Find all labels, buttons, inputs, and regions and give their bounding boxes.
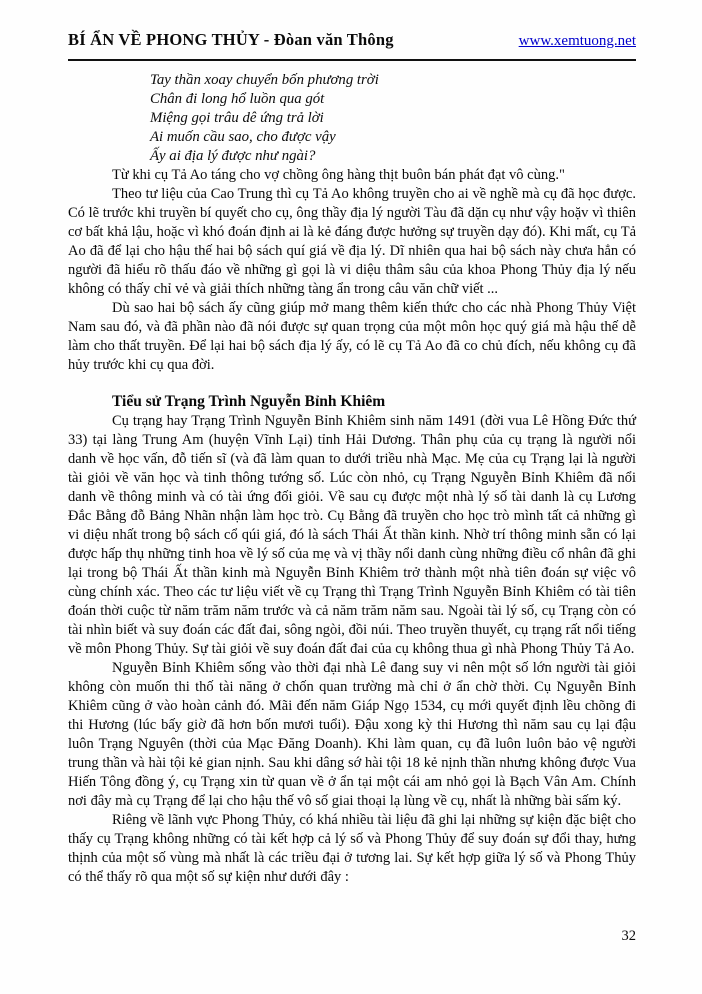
page-header (68, 30, 636, 50)
paragraph-career: Nguyễn Bỉnh Khiêm sống vào thời đại nhà Lê đang suy vi nên một số lớn người tài giỏi không còn muốn thi thố tài năng ở chốn quan trường mà chỉ ở ẩn chờ thời. Cụ Nguyễn Bỉnh Khiêm cũng ở vào hoàn cảnh đó. Mãi đến năm Giáp Ngọ 1534, cụ mới quyết định lều chõng đi thi Hương (lúc bấy giờ đã hơn bốn mươi tuổi). Đậu xong kỳ thi Hương thì năm sau cụ lại đậu luôn Trạng Nguyên (thời của Mạc Đăng Doanh). Khi làm quan, cụ đã luôn luôn bảo vệ người trung thần và hài tội kẻ gian nịnh. Sau khi dâng sớ hài tội 18 kẻ nịnh thần nhưng không được Vua Hiến Tông đồng ý, cụ Trạng xin từ quan về ở ẩn tại một cái am nhỏ gọi là Bạch Vân Am. Chính nơi đây mà cụ Trạng để lại cho hậu thế vô số giai thoại lạ lùng về cụ, nhất là những bài sấm ký. (68, 660, 636, 809)
poem-line: Ấy ai địa lý được như ngài? (150, 148, 316, 164)
paragraph-ta-ao-legacy: Theo tư liệu của Cao Trung thì cụ Tả Ao không truyền cho ai về nghề mà cụ đã học được. Có lẽ trước khi truyền bí quyết cho cụ, ông thầy địa lý người Tàu đã dặn cụ như vậy hoặv vì thiên cơ bất khả lậu, hoặc vì khó đoán định ai là kẻ đáng được hưởng sự truyền dạy đó). Khi mất, cụ Tả Ao đã để lại cho hậu thế hai bộ sách quí giá về địa lý. Dĩ nhiên qua hai bộ sách này chưa hẳn có người đã hiểu rõ thấu đáo về những gì gọi là vi diệu thâm sâu của khoa Phong Thủy địa lý nếu không có thấy chỉ vẻ và giải thích những tàng ẩn trong câu văn chữ viết ... (68, 186, 636, 297)
paragraph-biography: Cụ trạng hay Trạng Trình Nguyễn Bỉnh Khiêm sinh năm 1491 (đời vua Lê Hồng Đức thứ 33) tại làng Trung Am (huyện Vĩnh Lại) tỉnh Hải Dương. Thân phụ của cụ trạng là người nổi danh về học vấn, đỗ tiến sĩ (và đã làm quan to dưới triều nhà Mạc. Mẹ của cụ Trạng lại là người tài giỏi về văn học và tinh thông tướng số. Lúc còn nhỏ, cụ Trạng Nguyễn Bỉnh Khiêm đã nổi danh về thông minh và có tài ứng đối giỏi. Về sau cụ được một nhà lý số tài danh là cụ Lương Đắc Bằng đỗ Bảng Nhãn nhận làm học trò. Cụ Bằng đã truyền cho học trò mình tất cả những gì vi diệu nhất trong bộ sách cổ qúi giá, đó là sách Thái Ất thần kinh. Nhờ trí thông minh sẵn có lại được hấp thụ những tinh hoa về lý số của mẹ và vị thầy nổi danh cùng những điều cổ nhân đã ghi lại trong bộ Thái Ất thần kinh mà Nguyễn Bỉnh Khiêm trở thành một nhà tiên đoán sự việc vô cùng chính xác. Theo các tư liệu viết về cụ Trạng thì Trạng Trình Nguyễn Bỉnh Khiêm có tài tiên đoán thời cuộc từ năm trăm năm trước và cả năm trăm năm sau. Ngoài tài lý số, cụ Trạng còn có tài nhìn biết và suy đoán các đất đai, sông ngòi, đồi núi. Theo truyền thuyết, cụ trạng rất nổi tiếng về môn Phong Thủy. Sự tài giỏi về suy đoán đất đai của cụ không thua gì nhà Phong Thủy Tả Ao. (68, 413, 636, 657)
book-title: BÍ ẨN VỀ PHONG THỦY - Đòan văn Thông (68, 30, 394, 49)
website-link[interactable]: www.xemtuong.net (518, 33, 636, 49)
paragraph-phong-thuy-events: Riêng về lãnh vực Phong Thủy, có khá nhiều tài liệu đã ghi lại những sự kiện đặc biệt cho thấy cụ Trạng không những có tài kết hợp cả lý số và Phong Thủy để suy đoán sự đổi thay, hưng thịnh của một số vùng mà nhất là các triều đại ở tương lai. Sự kết hợp giữa lý số và Phong Thủy có thể thấy rõ qua một số sự kiện như dưới đây : (68, 812, 636, 885)
poem (150, 71, 636, 166)
section-heading-nguyen-binh-khiem: Tiểu sử Trạng Trình Nguyễn Bỉnh Khiêm (112, 393, 386, 410)
paragraph-quote-ending: Từ khi cụ Tả Ao táng cho vợ chồng ông hàng thịt buôn bán phát đạt vô cùng." (112, 167, 565, 183)
page-number: 32 (621, 928, 636, 944)
paragraph-two-books: Dù sao hai bộ sách ấy cũng giúp mở mang thêm kiến thức cho các nhà Phong Thủy Việt Nam sau đó, và đã phần nào đã nói được sự quan trọng của một môn học quý giá mà hậu thế dễ làm cho thất truyền. Để lại hai bộ sách địa lý ấy, có lẽ cụ Tả Ao đã co chủ đích, nếu không cụ đã hủy trước khi cụ qua đời. (68, 300, 636, 373)
poem-line: Tay thần xoay chuyển bốn phương trời (150, 72, 379, 88)
poem-line: Chân đi long hổ luồn qua gót (150, 91, 325, 107)
poem-line: Ai muốn cầu sao, cho được vậy (150, 129, 336, 145)
poem-line: Miệng gọi trâu dê ứng trả lời (150, 110, 324, 126)
header-divider (68, 59, 636, 61)
page-body (68, 166, 636, 887)
